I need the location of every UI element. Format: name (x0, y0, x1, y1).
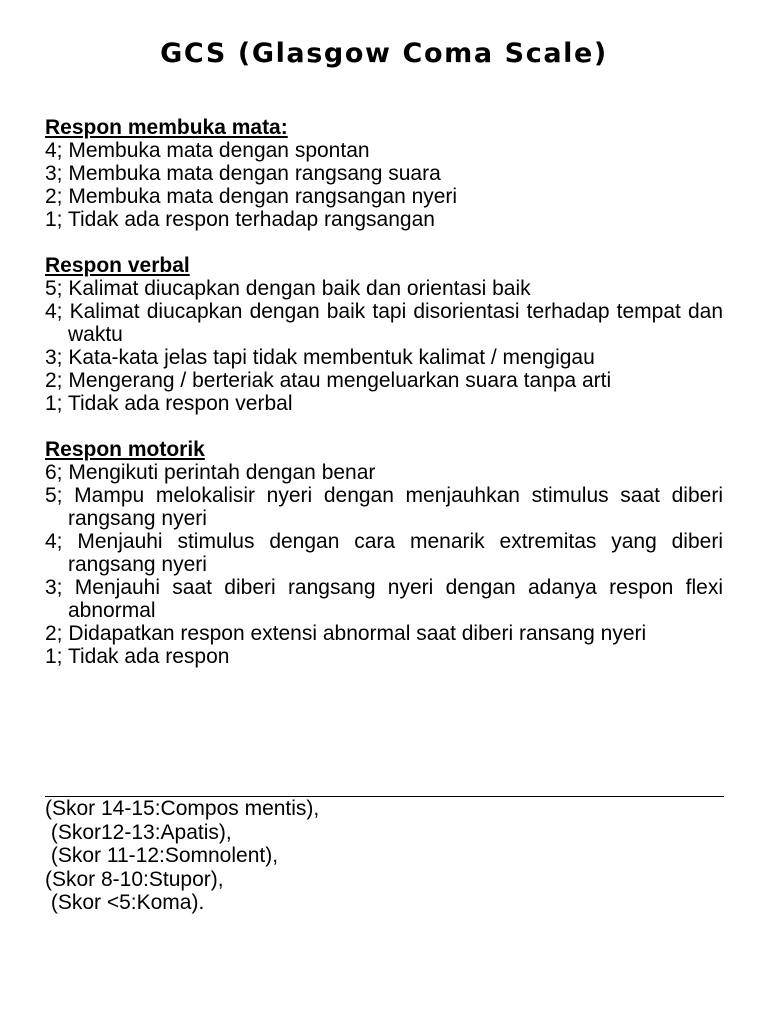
list-item: 4; Kalimat diucapkan dengan baik tapi disorientasi terhadap tempat dan waktu (45, 300, 723, 346)
list-item: 2; Didapatkan respon extensi abnormal saat diberi ransang nyeri (45, 622, 647, 645)
gcs-sections (45, 116, 723, 691)
section-verbal-response (45, 254, 723, 415)
list-item: 5; Kalimat diucapkan dengan baik dan orientasi baik (45, 277, 531, 300)
section-heading: Respon motorik (45, 438, 205, 461)
score-item: (Skor <5:Koma). (45, 891, 205, 914)
list-item: 2; Membuka mata dengan rangsangan nyeri (45, 185, 458, 208)
score-item: (Skor 14-15:Compos mentis), (45, 797, 320, 820)
list-item: 5; Mampu melokalisir nyeri dengan menjauhkan stimulus saat diberi rangsang nyeri (45, 484, 723, 530)
list-item: 2; Mengerang / berteriak atau mengeluarkan suara tanpa arti (45, 369, 612, 392)
list-item: 1; Tidak ada respon (45, 645, 230, 668)
page-title: GCS (Glasgow Coma Scale) (160, 38, 608, 69)
list-item: 3; Membuka mata dengan rangsang suara (45, 162, 441, 185)
list-item: 6; Mengikuti perintah dengan benar (45, 461, 376, 484)
list-item: 4; Menjauhi stimulus dengan cara menarik extremitas yang diberi rangsang nyeri (45, 530, 723, 576)
list-item: 1; Tidak ada respon verbal (45, 392, 293, 415)
score-list (45, 797, 319, 915)
list-item: 1; Tidak ada respon terhadap rangsangan (45, 208, 435, 231)
section-heading: Respon membuka mata: (45, 116, 288, 139)
list-item: 3; Menjauhi saat diberi rangsang nyeri dengan adanya respon flexi abnormal (45, 576, 723, 622)
section-motor-response (45, 438, 723, 668)
score-item: (Skor 8-10:Stupor), (45, 867, 224, 891)
section-eye-response (45, 116, 723, 231)
section-heading: Respon verbal (45, 254, 190, 277)
score-item: (Skor 11-12:Somnolent), (45, 844, 279, 867)
list-item: 4; Membuka mata dengan spontan (45, 139, 370, 162)
score-item: (Skor12-13:Apatis), (45, 820, 232, 844)
list-item: 3; Kata-kata jelas tapi tidak membentuk kalimat / mengigau (45, 346, 595, 369)
